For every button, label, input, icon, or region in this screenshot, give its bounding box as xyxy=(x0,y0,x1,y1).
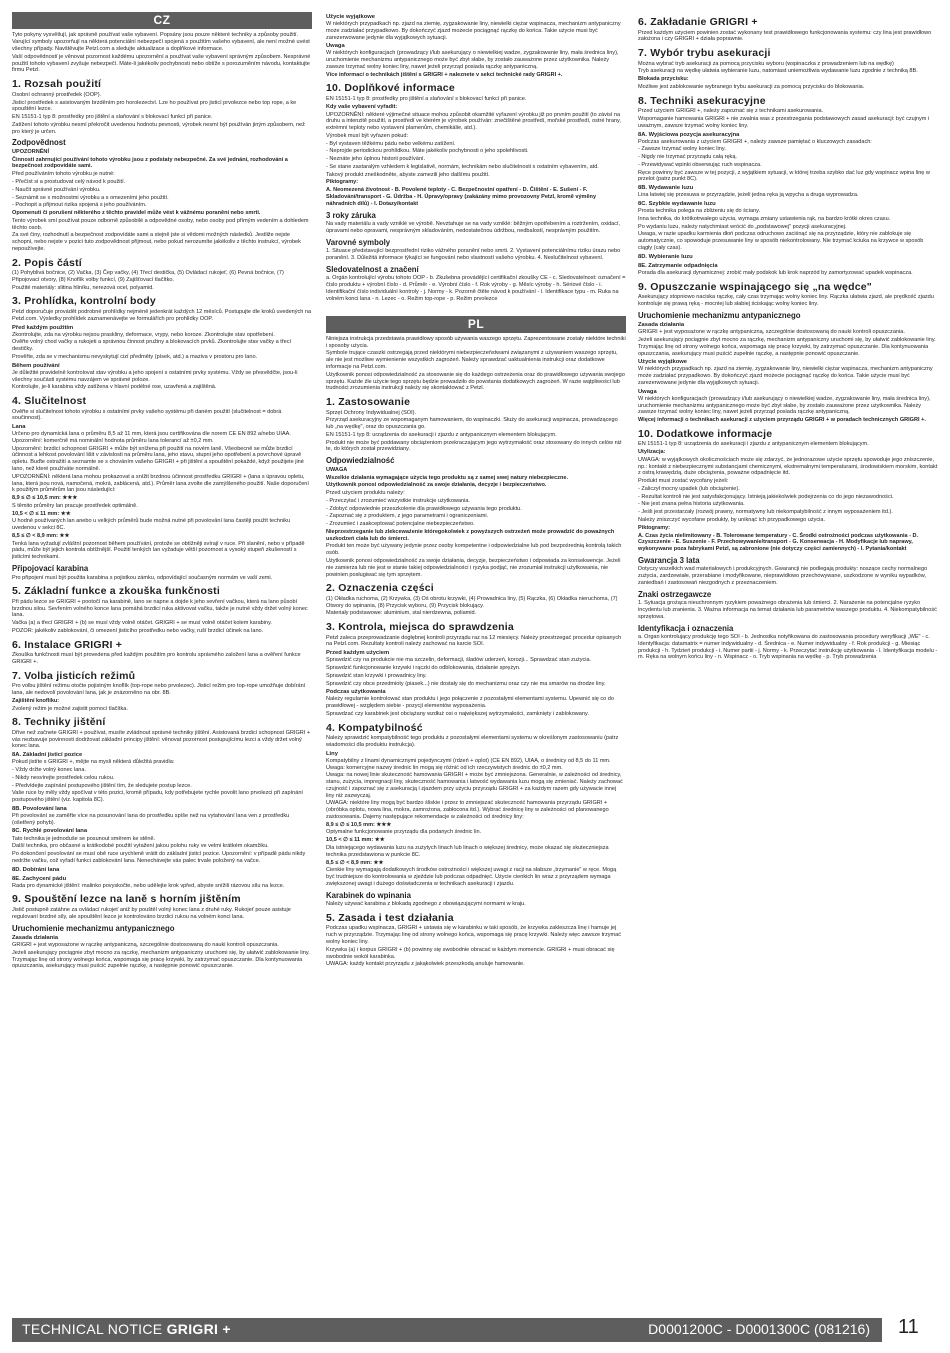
paragraph: W niektórych przypadkach np. zjazd na ziemię, zygzakowanie liny, niewielki ciężar wspinacza, mechanizm antypaniczny może zadziałać przypadkowo. By dokończyć zjazd możecie pociągnąć rączkę do końca. Takie użycie musi być zarezerwowane jedynie dla wyjątkowych sytuacji. xyxy=(638,366,933,386)
paragraph: - Nie jest znana pełna historia użytkowania. xyxy=(638,501,745,508)
paragraph: Dotyczy wszelkich wad materiałowych i produkcyjnych. Gwarancji nie podlegają produkty: noszące cechy normalnego zużycia, zardzewiałe, przerabiane i modyfikowane, nieprawidłowo przechowywane, uszkodzone w wyniku wypadków, zaniedbań i zastosowań niezgodnych z przeznaczeniem. xyxy=(638,566,928,586)
bold-paragraph: Więcej informacji o technikach asekuracji z użyciem przyrządu GRIGRI + w poradach technicznych GRIGRI +. xyxy=(638,417,926,424)
paragraph: Symbole trujące czaszki ostrzegają przed niektórymi niebezpieczeństwami związanymi z używaniem waszego sprzętu, ale nie jest możliwe wymienienie wszystkich zagrożeń. Należy sprawdzać uaktualnienia instrukcji oraz dodatkowe informacje na Petzl.com. xyxy=(326,350,618,371)
minor-heading: Před každým použitím xyxy=(12,324,74,331)
section-heading: 7. Volba jisticích režimů xyxy=(12,669,136,682)
paragraph: Przyrząd asekuracyjny ze wspomaganym hamowaniem, do wspinaczki. Służy do asekuracji wspinacza, prowadzącego lub „na wędkę", oraz do opuszczania go. xyxy=(326,417,618,431)
paragraph: Pro připojení musí být použita karabina s pojistkou zámku, odpovídající současným normám ve vaší zemi. xyxy=(12,574,273,581)
paragraph: Tyto pokyny vysvětlují, jak správně používat vaše vybavení. Popsány jsou pouze některé techniky a způsoby použití. xyxy=(12,31,299,38)
paragraph: Petzl doporučuje provádět podrobné prohlídky nejméně jedenkrát každých 12 měsíců. Postupujte dle kroků uvedených na Petzl.com. Výsledky prohlídek zaznamenávejte ve formulářích pro prohlídky OOP. xyxy=(12,309,312,322)
paragraph: Sprzęt Ochrony Indywidualnej (SOI). xyxy=(326,409,417,416)
paragraph: Produkt nie może być poddawany obciążeniom przekraczającym jego wytrzymałość oraz stosowany do innych celów niż te, do których został przewidziany. xyxy=(326,439,622,453)
paragraph: Materiały podstawowe: aluminium, stal nierdzewna, poliamid. xyxy=(326,610,477,617)
bold-paragraph: Zajištění knoflíku: xyxy=(12,697,60,704)
paragraph: Při povolování se zaměřte více na posunování lana do prostředku spíše než na vytahování lana ven z prostředku (ošetřený pohyb). xyxy=(12,812,290,826)
paragraph: Asekurujący stopniowo naciska rączkę, cały czas trzymając wolny koniec liny. Rączka ułatwia zjazd, ale prędkość zjazdu kontroluje się prawą ręką - mocniej lub słabiej ściskając wolny koniec liny. xyxy=(638,294,934,307)
paragraph: Użytkownik ponosi odpowiedzialność za swoje działania, decyzje, bezpieczeństwo i odpowiada za konsekwencje. Jeżeli nie zamierza lub nie jest w stanie takiej odpowiedzialności i ryzyka podjąć, nie zrozumiał instrukcji użytkowania, nie powinien posługiwać się tym sprzętem. xyxy=(326,557,621,578)
paragraph: Należy używać karabina z blokadą zgodnego z obowiązującymi normami w kraju. xyxy=(326,901,526,908)
section-heading: 10. Doplňkové informace xyxy=(326,82,455,95)
paragraph: W niektórych konfiguracjach (prowadzący i/lub asekurujący o niewielkiej wadze, zygzakowanie liny, mała średnica liny), uruchomienie mechanizmu antypanicznego może być zbyt słabe, by zostało zauważone przez użytkownika. Należy zawsze trzymać wolny koniec liny, nawet jeżeli przyrząd posiada rączkę antypaniczną. xyxy=(326,50,619,70)
paragraph: Tento výrobek smí používat pouze odborně způsobilé a odpovědné osoby, nebo osoby pod přímým vedením a dohledem těchto osob. xyxy=(12,217,309,231)
paragraph: Sprawdzać czy karabinek jest obciążany wzdłuż osi o największej wytrzymałości, zamknięty i zablokowany. xyxy=(326,710,589,717)
bold-paragraph: Kdy vaše vybavení vyřadit: xyxy=(326,103,398,110)
bold-paragraph: Wszelkie działania wymagające użycia tego produktu są z samej swej natury niebezpieczne. xyxy=(326,474,568,481)
paragraph: a. Organ kontrolujący produkcję tego SOI - b. Jednostka notyfikowana do zastosowania procedury weryfikacji „WE" - c. Identyfikacja: datamatrix = numer indywidualny - d. Średnica - e. Numer indywidualny - f. Rok produkcji - g. Miesiąc produkcji - h. Tydzień produkcji - i. Numer partii - j. Normy - k. Przeczytać instrukcję użytkowania - l. Identyfikacja modelu - m. Ręka na wolnym końcu liny - n. Wspinacz - o. Tryb wspinania na wędkę - p. Tryb prowadzenia xyxy=(638,634,938,661)
paragraph: Rada pro dynamické jištění: malinko povyskočte, nebo udělejte krok vpřed, abyste snížili rázovou sílu na lezce. xyxy=(12,882,285,889)
minor-heading: Zasada działania xyxy=(638,322,685,329)
subsection-heading: Identyfikacja i oznaczenia xyxy=(638,623,734,633)
paragraph: EN 15151-1 typ 8: urządzenia do asekuracji i zjazdu z antypanicznym elementem blokującym. xyxy=(326,431,557,438)
paragraph: Ověřte volný chod vačky a rukojeti a správnou činnost pružiny a blokovacích prvků. Zkontrolujte stav vačky a třecí destičky. xyxy=(12,339,292,353)
paragraph: W niektórych przypadkach np. zjazd na ziemię, zygzakowanie liny, niewielki ciężar wspinacza, mechanizm antypaniczny może zadziałać przypadkowo. By dokończyć zjazd możecie pociągnąć rączkę do końca. Takie użycie musi być zarezerwowane jedynie dla wyjątkowych sytuacji. xyxy=(326,21,621,41)
paragraph: Kompatybilny z linami dynamicznymi pojedynczymi (rdzeń + oplot) (CE EN 892), UIAA, o średnicy od 8,5 do 11 mm. Uwaga: komercyjne nazwy średnic lin mogą się różnić od ich rzeczywistych średnic do ±0,2 mm. xyxy=(326,757,611,771)
bold-paragraph: Piktogramy: xyxy=(638,524,671,531)
paragraph: - Zapoznać się z produktem, z jego parametrami i ograniczeniami. xyxy=(326,513,489,520)
subsection-heading: Připojovací karabina xyxy=(12,563,89,573)
section-heading: 6. Zakładanie GRIGRI + xyxy=(638,16,758,28)
paragraph: - Zaliczył mocny upadek (lub obciążenie). xyxy=(638,485,740,492)
minor-heading: Użycie wyjątkowe xyxy=(638,359,687,366)
paragraph: Před používáním tohoto výrobku je nutné: xyxy=(12,171,115,178)
paragraph: Podczas upadku wspinacza, GRIGRI + ustawia się w karabinku w taki sposób, że krzywka zakleszcza linę i hamuje jej ruch w przyrządzie. Trzymając linę od strony wolnego końca, wspomaga się pracę krzywki. Należy więc zawsze trzymać wolny koniec liny. xyxy=(326,925,622,945)
paragraph: Porada dla asekuracji dynamicznej: zrobić mały podskok lub krok naprzód by zamortyzować upadek wspinacza. xyxy=(638,269,913,276)
paragraph: Sprawdzić czy obce przedmioty (piasek...) nie dostały się do mechanizmu oraz czy nie ma smarów na drodze liny. xyxy=(326,680,606,687)
subsection-heading: Uruchomienie mechanizmu antypanicznego xyxy=(12,923,175,933)
paragraph: Po dokončení povolování se musí obě ruce urychleně vrátit do základní jisticí pozice. Upozornění: v případě pádu nikdy nedržte vačku, což vyřadí funkci zablokování lana. Nenechávejte vás palec trvale položený na vačce. xyxy=(12,851,306,864)
paragraph: S těmito průměry lan pracuje prostředek optimálně. xyxy=(12,502,138,509)
paragraph: Ověřte si slučitelnost tohoto výrobku s ostatními prvky vašeho systému při daném použití (slučitelnost = dobrá součinnost). xyxy=(12,408,282,422)
paragraph: EN 15151-1 typ 8: prostředky pro jištění a slaňování s blokovací funkcí při panice. xyxy=(12,114,213,121)
language-header: CZ xyxy=(12,12,312,29)
paragraph: Osobní ochranný prostředek (OOP). xyxy=(12,91,102,98)
paragraph: Inna technika, do krótkotrwałego użycia, wymaga zmiany ustawienia rąk, na bardzo krótki okres czasu. xyxy=(638,215,891,222)
paragraph: POZOR: jakékoliv zablokování, či omezení jisticího prostředku nebo vačky, ruší brzdicí účinek na lano. xyxy=(12,627,264,634)
bold-paragraph: Nieprzestrzeganie lub zlekceważenie któregokolwiek z powyższych ostrzeżeń może prowadzić do poważnych uszkodzeń ciała lub do śmierci. xyxy=(326,528,615,542)
subsection-heading: Zodpovědnost xyxy=(12,138,66,148)
paragraph: U hodně používaných lan anebo u velkých průměrů bude možná nutné při povolování lana častěji použít techniku uvedenou v sekci 8C. xyxy=(12,518,291,532)
bold-paragraph: Blokada przycisku: xyxy=(638,76,689,83)
paragraph: Jistič postupně zatáhne za ovládací rukojeť aniž by pouštěl volný konec lana z druhé ruky. Rukojeť pouze asistuje regulovaní brzdné síly, ale spouštění lezce je kontrolováno brzdicí rukou na volném konci lana. xyxy=(12,907,291,920)
paragraph: Wspomaganie hamowania GRIGRI + nie zwalnia was z przestrzegania podstawowych zasad asekuracji: być czujnym i uważnym, zawsze trzymać wolny koniec liny. xyxy=(638,116,930,129)
section-heading: 7. Wybór trybu asekuracji xyxy=(638,47,771,60)
minor-heading: Zasada działania xyxy=(12,935,59,942)
paragraph: - Rezultat kontroli nie jest satysfakcjonujący. Istnieją jakiekolwiek podejrzenia co do jego niezawodności. xyxy=(638,493,894,500)
paragraph: Po wydaniu luzu, należy natychmiast wrócić do „podstawowej" pozycji asekuracyjnej. xyxy=(638,223,847,230)
minor-heading: 8C. Rychlé povolování lana xyxy=(12,828,88,835)
paragraph: Pokud jistíte s GRIGRI +, mějte na mysli některá důležitá pravidla: xyxy=(12,759,175,766)
paragraph: Je důležité pravidelně kontrolovat stav výrobku a jeho spojení s ostatními prvky systému. Vždy se přesvědčte, jsou-li všechny součásti systému navzájem ve správné poloze. xyxy=(12,369,298,383)
paragraph: Prosta technika polega na zbliżeniu się do ściany. xyxy=(638,208,761,215)
paragraph: Na vady materiálu a vady vzniklé ve výrobě. Nevztahuje se na vady vzniklé: běžným opotřebením a roztržením, oxidací, úpravami nebo opravami, nesprávným skladováním, nedostatečnou údržbou, nedbalostí, nesprávným použitím. xyxy=(326,221,621,234)
paragraph: - Byl vystaven těžkému pádu nebo velkému zatížení. xyxy=(326,140,456,147)
minor-heading: 8A. Základní jisticí pozice xyxy=(12,752,83,759)
paragraph: GRIGRI + jest wyposażone w rączkę antypaniczną, szczególnie dostosowaną do nauki kontroli opuszczania. xyxy=(12,942,279,949)
minor-heading: Przed każdym użyciem xyxy=(326,650,390,657)
bold-paragraph: 8,9 ≤ ∅ ≤ 10,5 mm: ★★★ xyxy=(326,821,392,828)
section-heading: 5. Zasada i test działania xyxy=(326,911,454,924)
paragraph: Další technika, pro občasné a krátkodobé použití vytažení jakou polohu ruky ve velmi krátkém okamžiku. xyxy=(12,843,269,850)
bold-paragraph: 10,5 < ∅ ≤ 11 mm: ★★ xyxy=(326,837,385,844)
paragraph: Podczas asekurowania z użyciem GRIGRI +, należy zawsze pamiętać o kluczowych zasadach: xyxy=(638,138,872,145)
paragraph: Lina łatwiej się przesuwa w przyrządzie, jeżeli jedna ręka ją wpycha a druga wyprowadza. xyxy=(638,192,859,199)
column-czech xyxy=(12,12,312,1304)
bold-paragraph: UWAGA xyxy=(326,466,348,473)
paragraph: UWAGA: w wyjątkowych okolicznościach może się zdarzyć, że jednorazowe użycie sprzętu spowoduje jego zniszczenie, np.: kontakt z niebezpiecznymi substancjami chemicznymi, ekstremalnymi temperaturami, środowiskiem morskim, kontakt z ostrą krawędzią, duże obciążenia, poważne odpadnięcie itd. xyxy=(638,456,938,477)
footer-bar xyxy=(12,1318,882,1342)
paragraph: - Neprojde periodickou prohlídkou. Máte jakékoliv pochybnosti o jeho spolehlivosti. xyxy=(326,148,529,155)
paragraph: Za své činy, rozhodnutí a bezpečnost zodpovídáte sami a stejně jste si vědomi možných následků. Jestliže nejste schopni, nebo nejste v pozici tuto zodpovědnost přijmout, nebo pokud nerozumíte jakékoliv z těchto instrukcí, výrobek nepoužívejte. xyxy=(12,232,301,252)
paragraph: 1. Sytuacja grożąca nieuchronnym ryzykiem poważnego obrażenia lub śmierci. 2. Narażenie na potencjalne ryzyko incydentu lub zranienia. 3. Ważna informacja na temat działania lub parametrów waszego produktu. 4. Niekompatybilność sprzętowa. xyxy=(638,600,937,620)
subsection-heading: Znaki ostrzegawcze xyxy=(638,589,712,599)
paragraph: Takový produkt zneškodněte, abyste zamezili jeho dalšímu použití. xyxy=(326,171,490,178)
paragraph: UWAGA: każdy kontakt przyrządu z jakąkolwiek przeszkodą anuluje hamowanie. xyxy=(326,961,525,968)
paragraph: GRIGRI + jest wyposażone w rączkę antypaniczną, szczególnie dostosowaną do nauki kontroli opuszczania. xyxy=(638,329,905,336)
page-number: 11 xyxy=(898,1316,919,1338)
subsection-heading: Sledovatelnost a značení xyxy=(326,264,419,274)
section-heading: 1. Rozsah použití xyxy=(12,78,102,91)
paragraph: Prověřte, zda se v mechanismu nevyskytují cizí předměty (písek, atd.) a maziva v prostoru pro lano. xyxy=(12,353,258,360)
paragraph: Należy sprawdzić kompatybilność tego produktu z pozostałymi elementami systemu w określonym zastosowaniu (patrz wiadomości dla produktu instrukcja). xyxy=(326,735,619,748)
paragraph: Optymalne funkcjonowanie przyrządu dla podanych średnic lin. xyxy=(326,829,482,836)
paragraph: - Naučit správné používání výrobku. xyxy=(12,186,101,193)
paragraph: - Neznáte jeho úplnou historii používání. xyxy=(326,156,425,163)
minor-heading: 8E. Zachycení pádu xyxy=(12,875,67,882)
section-heading: 9. Opuszczanie wspinającego się „na wędce" xyxy=(638,280,872,293)
paragraph: Určeno pro dynamická lana o průměru 8,5 až 11 mm, která jsou certifikována dle norem CE EN 892 a/nebo UIAA. Upozornění: komerčně má nominální hodnota průměru lana tolerancí až ±0,2 mm. xyxy=(12,431,291,444)
paragraph: Vaší odpovědností je věnovat pozornost každému upozornění a používat vaše vybavení správným způsobem. Nesprávné použití tohoto vybavení zvyšuje nebezpečí. Máte-li jakékoliv pochybnosti nebo obtíže s porozuměním návodu, kontaktujte firmu Petzl. xyxy=(12,53,311,74)
paragraph: - Zrozumieć i zaakceptować potencjalne niebezpieczeństwo. xyxy=(326,521,475,528)
paragraph: Upozornění: brzdicí schopnost GRIGRI + může být snížena při použití na novém laně. Všeobecně se může brzdicí účinnost a lehkost povolování lišit v závislosti na průměru lana, jeho stavu, stupni jeho opotřebení a povrchové úpravě opletu. Buďte ostražití a seznamte se s chováním vašeho GRIGRI + při jištění a spouštění pokaždé, když použijete jiné lano, než které používáte normálně. xyxy=(12,445,304,473)
paragraph: Sprawdzić czy na produkcie nie ma szczelin, deformacji, śladów uderzeń, korozji... Sprawdzać stan zużycia. xyxy=(326,657,592,664)
subsection-heading: Varovné symboly xyxy=(326,237,391,247)
minor-heading: Podczas użytkowania xyxy=(326,689,386,696)
paragraph: Výrobek musí být vyřazen pokud: xyxy=(326,132,409,139)
language-header: PL xyxy=(326,316,626,333)
paragraph: - Nikdy nesvírejte prostředek celou rukou. xyxy=(12,774,115,781)
bold-paragraph: Činnosti zahrnující používání tohoto výrobku jsou z podstaty nebezpečné. Za své jednání, rozhodování a bezpečnost zodpovídáte sami. xyxy=(12,156,288,170)
bold-paragraph: A. Neomezená životnost - B. Povolené teploty - C. Bezpečnostní opatření - D. Čištění - E. Sušení - F. Skladování/transport - G. Údržba - H. Úpravy/opravy (zakázány mimo provozovny Petzl, kromě výměny náhradních dílů) - I. Dotazy/kontakt xyxy=(326,187,597,207)
paragraph: Tenká lana vyžadují zvláštní pozornost během používání, protože se obtížněji svírají v ruce. Při slanění, nebo v případě pádu, může být jejich kontrola obtížnější. Použití tenkých lan vyžaduje větší pozornost a vysoký stupeň zkušeností s jisticími technikami. xyxy=(12,540,305,561)
paragraph: Przed użyciem produktu należy: xyxy=(326,490,405,497)
paragraph: Petzl zaleca przeprowadzanie dogłębnej kontroli przyrządu raz na 12 miesięcy. Należy przestrzegać procedur opisanych na Petzl.com. Rezultaty kontroli należy zachować na karcie SOI. xyxy=(326,634,622,648)
paragraph: Należy regularnie kontrolować stan produktu i jego połączenie z pozostałymi elementami systemu. Upewnić się co do prawidłowej - względem siebie - pozycji elementów wyposażenia. xyxy=(326,696,614,710)
paragraph: Cienkie liny wymagają dodatkowych środków ostrożności i większej uwagi z racji na słabsze „trzymanie" w ręce. Mogą być trudniejsze do kontrolowania w zjeździe lub podczas odpadnięć. Użycie cienkich lin wraz z przyrządem wymaga zwiększonej uwagi i dużego doświadczenia w technikach asekuracji i zjazdu. xyxy=(326,867,617,887)
minor-heading: 8B. Povolování lana xyxy=(12,805,67,812)
paragraph: 1. Situace představující bezprostřední riziko vážného poranění nebo smrti. 2. Vystavení potenciálnímu riziku úrazu nebo poranění. 3. Důležitá informace týkající se fungování nebo vlastností vašeho výrobku. 4. Neslučitelnost vybavení. xyxy=(326,248,621,261)
paragraph: Produkt ten może być używany jedynie przez osoby kompetentne i odpowiedzialne lub pod bezpośrednią kontrolą takich osób. xyxy=(326,543,622,557)
paragraph: UPOZORNĚNÍ: některé výjimečné situace mohou způsobit okamžité vyřazení výrobku již po prvním použití (to závisí na druhu a intenzitě použití, a prostředí ve kterém je výrobek používán: znečištěné prostředí, mořské prostředí, ostré hrany, extrémní teploty nebo vystavení plamenům, chemikálie, atd.). xyxy=(326,111,621,132)
paragraph: Produkt musi zostać wycofany jeżeli: xyxy=(638,478,729,485)
paragraph: Tryb asekuracji na wędkę ułatwia wybieranie luzu, natomiast uniemożliwia wydawanie luzu zgodnie z techniką 8B. xyxy=(638,68,918,75)
column-polish xyxy=(638,12,938,1304)
paragraph: Jisticí prostředek s asistovaným brzděním pro horolezectví. Lze ho používat pro jisticí prvolezce nebo top rope, a ke spouštění lezce. xyxy=(12,99,297,113)
bold-paragraph: A. Czas życia nielimitowany - B. Tolerowane temperatury - C. Środki ostrożności podczas użytkowania - D. Czyszczenie - E. Suszenie - F. Przechowywanie/transport - G. Konserwacja - H. Modyfikacje lub naprawy, wykonywane poza fabrykami Petzl, są zabronione (nie dotyczy części zamiennych) - I. Pytania/kontakt xyxy=(638,532,919,553)
section-heading: 1. Zastosowanie xyxy=(326,396,411,409)
minor-heading: Uwaga xyxy=(326,43,345,50)
paragraph: (1) Okładka ruchoma, (2) Krzywka, (3) Oś obrotu krzywki, (4) Prowadnica liny, (5) Rączka, (6) Okładka nieruchoma, (7) Otwory do wpinania, (8) Przycisk wyboru, (9) Przycisk blokujący. xyxy=(326,595,618,609)
section-heading: 5. Základní funkce a zkouška funkčnosti xyxy=(12,585,220,598)
minor-heading: 8D. Dobírání lana xyxy=(12,866,60,873)
minor-heading: Užycie wyjątkowe xyxy=(326,14,375,20)
subsection-heading: Odpowiedzialność xyxy=(326,456,395,466)
paragraph: Uwaga: na nowej linie skuteczność hamowania GRIGRI + może być zmniejszona. Generalnie, w zależności od średnicy, stanu, zużycia, impregnacji liny, skuteczność hamowania i łatwość wydawania luzu mogą się zmieniać. Należy zachować czujność i zapoznać się z asekuracją i zjazdem przy użyciu przyrządu GRIGRI + za każdym razem gdy używacie innej liny niż zazwyczaj. xyxy=(326,772,623,799)
paragraph: - Jeśli jest przestarzały (rozwój prawny, normatywny lub niekompatybilność z innym wyposażeniem itd.). xyxy=(638,509,893,516)
paragraph: Możliwe jest zablokowanie wybranego trybu asekuracji za pomocą przycisku do blokowania. xyxy=(638,83,865,90)
bold-paragraph: 8,9 ≤ ∅ ≤ 10,5 mm: ★★★ xyxy=(12,495,78,502)
paragraph: W niektórych konfiguracjach (prowadzący i/lub asekurujący o niewielkiej wadze, zygzakowanie liny, mała średnica liny), uruchomienie mechanizmu antypanicznego może być zbyt słabe, by zostało zauważone przez użytkownika. Należy zawsze trzymać wolny koniec liny, nawet jeżeli przyrząd posiada rączkę antypaniczną. xyxy=(638,395,931,416)
paragraph: Použité materiály: slitina hliníku, nerezová ocel, polyamid. xyxy=(12,284,154,291)
subsection-heading: Uruchomienie mechanizmu antypanicznego xyxy=(638,310,801,320)
minor-heading: Uwaga xyxy=(638,388,657,395)
column-czech-polish xyxy=(326,12,626,1304)
subsection-heading: Karabinek do wpinania xyxy=(326,890,411,900)
paragraph: Tato technika je jednoduše se posunout směrem ke stěně. xyxy=(12,835,156,842)
paragraph: - Pochopit a přijmout rizika spojená s jeho používáním. xyxy=(12,202,147,209)
paragraph: - Zawsze trzymać wolny koniec liny. xyxy=(638,146,726,153)
bold-paragraph: Opomenutí či porušení některého z těchto pravidel může vést k vážnému poranění nebo smrti. xyxy=(12,210,261,217)
paragraph: Jeżeli asekurujący pociągnie zbyt mocno za rączkę, mechanizm antypaniczny uruchomi się, by ułatwić zablokowanie liny. Trzymając linę od strony wolnego końca, wspomaga się pracę krzywki, by zatrzymać opuszczanie. Dla kontynuowania opuszczania, asekurujący musi puścić zupełnie rączkę, a następnie ponowić opuszczanie. xyxy=(12,949,310,970)
bold-paragraph: 8,5 ≤ ∅ < 8,9 mm: ★★ xyxy=(12,532,70,539)
paragraph: Można wybrać tryb asekuracji za pomocą przycisku wyboru (wspinaczka z prowadzeniem lub na wędkę) xyxy=(638,60,894,67)
paragraph: - Przeczytać i zrozumieć wszystkie instrukcje użytkowania. xyxy=(326,497,470,504)
section-heading: 4. Slučitelnost xyxy=(12,395,87,408)
paragraph: - Předvídejte zapínání postupového jištění tím, že sledujete postup lezce. xyxy=(12,782,192,789)
minor-heading: 8B. Wydawanie luzu xyxy=(638,185,694,192)
paragraph: - Se stane zastaralým vzhledem k legislativě, normám, technikám nebo slučitelnosti s ostatním vybavením, atd. xyxy=(326,163,599,170)
subsection-heading: Gwarancja 3 lata xyxy=(638,555,700,565)
section-heading: 8. Techniki asekuracyjne xyxy=(638,94,766,107)
footer-title-prefix: TECHNICAL NOTICE xyxy=(22,1321,167,1337)
bold-paragraph: UPOZORNĚNÍ xyxy=(12,148,49,155)
paragraph: Niniejsza instrukcja przedstawia prawidłowy sposób używania waszego sprzętu. Zaprezentowane zostały niektóre techniki i sposoby użycia. xyxy=(326,335,626,349)
paragraph: Ręce powinny być zawsze w tej pozycji, z wyjątkiem sytuacji, w której trzeba szybko dać luz gdy wspinacz wpina linę w przelot (patrz punkt 8C). xyxy=(638,169,930,183)
paragraph: a. Orgán kontrolující výrobu tohoto OOP - b. Zkušebna provádějící certifikační zkoušky CE - c. Sledovatelnost: označení = číslo produktu + výrobní číslo - d. Průměr - e. Výrobní číslo - f. Rok výroby - g. Měsíc výroby - h. Sériové číslo - i. Identifikační číslo individuální kontroly - j. Normy - k. Pozorně čtěte návod k používání - l. Identifikace typu - m. Ruka na volném konci lana - n. Lezec - o. Režim top-rope - p. Režim prvolezce xyxy=(326,275,626,302)
paragraph: Użytkownik ponosi odpowiedzialność za stosowanie się do każdego ostrzeżenia oraz do prawidłowego używania swojego sprzętu. Każde źle użycie tego sprzętu będzie prowadziło do powstania dodatkowych zagrożeń. W razie wątpliwości lub trudności zrozumienia instrukcji należy się skontaktować z Petzl. xyxy=(326,371,625,392)
section-heading: 8. Techniky jištění xyxy=(12,716,106,729)
section-heading: 10. Dodatkowe informacje xyxy=(638,427,773,440)
paragraph: - Nigdy nie trzymać przyrządu całą ręką. xyxy=(638,154,737,161)
minor-heading: 8C. Szybkie wydawanie luzu xyxy=(638,201,716,208)
paragraph: Vačka (a) a třecí GRIGRI + (b) se musí vždy volně otáčet. GRIGRI + se musí volně otáčet kolem karabiny. xyxy=(12,620,272,627)
paragraph: Zkouška funkčnosti musí být provedena před každým použitím pro kontrolu správného založení lana a ověření funkce GRIGRI +. xyxy=(12,652,301,665)
paragraph: - Přečíst si a prostudovat celý návod k použití. xyxy=(12,178,126,185)
paragraph: UWAGA: niektóre liny mogą być bardzo śliskie i przez to zmniejszać skuteczność hamowania przyrządu GRIGRI + (obróbka oplotu, nowa lina, mokra, zamrożona, zabłocona itd.). Wybrać średnicę liny w zależności od planowanego zastosowania. Dajemy następujące rekomendacje w zależności od średnicy liny: xyxy=(326,800,609,820)
bold-paragraph: Piktogramy: xyxy=(326,179,359,186)
section-heading: 9. Spouštění lezce na laně s horním jištěním xyxy=(12,893,241,906)
paragraph: Dříve než začnete GRIGRI + používat, musíte zvládnout správné techniky jištění. Asistovaná brzdicí schopnost GRIGRI + vás nezbavuje povinnosti dodržovat základní principy jištění: věnovat pozornost postupujícímu lezci a vždy držet volný konec lana. xyxy=(12,729,311,750)
bold-paragraph: 8,5 ≤ ∅ < 8,9 mm: ★★ xyxy=(326,859,384,866)
paragraph: UPOZORNĚNÍ: některá lana mohou prokazovat a snížit brzdnou účinnost prostředku GRIGRI + (lana s úpravou opletu, lana, která jsou nová, namočená, mokrá, zablácená, atd.). Průměr lana zvolte dle zamýšleného použití. Naše doporučení k použitým průměrům lan jsou následující: xyxy=(12,473,309,494)
minor-heading: 8D. Wybieranie luzu xyxy=(638,253,693,260)
section-heading: 2. Popis částí xyxy=(12,256,82,269)
paragraph: - Vždy držte volný konec lana. xyxy=(12,767,86,774)
paragraph: Vaše ruce by měly vždy spočívat v této pozici, kromě případu, kdy potřebujete rychle povolit lano prvolezci při zapínání postupového jištění (viz. kapitola 8C). xyxy=(12,790,303,804)
paragraph: - Seznámit se s možnostmi výrobku a s omezeními jeho použití. xyxy=(12,194,169,201)
paragraph: Dla istniejącego wydawania luzu na zużytych linach lub linach o większej średnicy, może okazać się skuteczniejsza technika przedstawiona w punkcie 8C. xyxy=(326,845,609,858)
footer-reference: D0001200C - D0001300C (081216) xyxy=(648,1321,870,1337)
section-heading: 3. Prohlídka, kontrolní body xyxy=(12,295,156,308)
minor-heading: 8E. Zatrzymanie odpadnięcia xyxy=(638,262,718,269)
paragraph: Kontrolujte, je-li karabina vždy zatížena v hlavní podélné ose, uzavřená a zajištěná. xyxy=(12,384,217,391)
paragraph: - Zdobyć odpowiednie przeszkolenie dla prawidłowego używania tego produktu. xyxy=(326,505,522,512)
paragraph: Należy zniszczyć wycofane produkty, by uniknąć ich przypadkowego użycia. xyxy=(638,517,826,524)
section-heading: 4. Kompatybilność xyxy=(326,721,423,734)
paragraph: EN 15151-1 typ 8: urządzenia do asekuracji i zjazdu z antypanicznym elementem blokującym. xyxy=(638,441,869,448)
paragraph: Zkontrolujte, zda na výrobku nejsou praskliny, deformace, vrypy, nebo koroze. Zkontrolujte stav opotřebení. xyxy=(12,331,275,338)
bold-paragraph: Utylizacja: xyxy=(638,449,666,456)
paragraph: Uwaga, w razie upadku karmienia dłoń podczas odruchowo zaciśnąć się na przyrządzie, który nie zablokuje się automatycznie, co spowoduje przesuwanie liny w sposób niekontrolowany. Nie trzymać kciuka na krzywce w sposób ciągły (cały czas). xyxy=(638,231,924,251)
footer-title xyxy=(22,1321,231,1337)
paragraph: Sprawdzić stan krzywki i prowadnicy liny. xyxy=(326,672,427,679)
minor-heading: Během používání xyxy=(12,362,60,369)
section-heading: 6. Instalace GRIGRI + xyxy=(12,638,123,651)
section-heading: 2. Oznaczenia części xyxy=(326,582,434,595)
paragraph: Pro volbu jištění režimu otočte pojistným knoflík (top-rope nebo prvolezec). Jisticí režim pro top-rope umožňuje dobírání lana, ale nedovolí povolování lana, jak je znázorněno na obr. 8B. xyxy=(12,683,306,697)
section-heading: 3. Kontrola, miejsca do sprawdzenia xyxy=(326,621,514,634)
paragraph: EN 15151-1 typ 8: prostředky pro jištění a slaňování s blokovací funkcí při panice. xyxy=(326,96,527,103)
paragraph: Varující symboly upozorňují na některá potenciální nebezpečí spojená s použitím vašeho vybavení, ale není možné uvést všechny případy. Navštěvujte Petzl.com a sledujte aktualizace a doplňkové informace. xyxy=(12,39,310,53)
paragraph: - Przewidywać wpinki obserwując ruch wspinacza. xyxy=(638,161,762,168)
paragraph: Jeżeli asekurujący pociągnie zbyt mocno za rączkę, mechanizm antypaniczny uruchomi się, by ułatwić zablokowanie liny. Trzymając linę od strony wolnego końca, wspomaga się pracę krzywki, by zatrzymać opuszczanie. Dla kontynuowania opuszczania, asekurujący musi puścić zupełnie rączkę, a następnie ponowić opuszczanie. xyxy=(638,337,936,357)
paragraph: Przed każdym użyciem powinien zostać wykonany test prawidłowego funkcjonowania systemu: czy lina jest prawidłowo założona i czy GRIGRI + działa poprawnie. xyxy=(638,29,932,43)
paragraph: Zatížení tohoto výrobku nesmí překročit uvedenou hodnotu pevnosti, výrobek nesmí být používán jiným způsobem, než pro který je určen. xyxy=(12,121,305,135)
paragraph: (1) Pohyblivá bočnice, (2) Vačka, (3) Čep vačky, (4) Třecí destička, (5) Ovládací rukojeť, (6) Pevná bočnice, (7) Připojovací otvory, (8) Knoflík volby funkcí, (9) Zajišťovací tlačítko. xyxy=(12,270,284,283)
minor-heading: Liny xyxy=(326,750,338,757)
paragraph: Zvolený režim je možné zajistit pomocí tlačítka. xyxy=(12,705,128,712)
bold-paragraph: Użytkownik ponosi odpowiedzialność za swoje działania, decyzje i bezpieczeństwo. xyxy=(326,482,547,489)
subsection-heading: 3 roky záruka xyxy=(326,210,376,220)
paragraph: Sprawdzić funkcjonowanie krzywki i rączki do odblokowania, działanie sprężyn. xyxy=(326,665,521,672)
minor-heading: Lana xyxy=(12,424,26,431)
paragraph: Krzywka (a) i korpus GRIGRI + (b) powinny się swobodnie obracać w każdym momencie. GRIGRI + musi obracać się swobodnie wokół karabinka. xyxy=(326,946,615,960)
footer-product-name: GRIGRI + xyxy=(166,1321,231,1337)
bold-paragraph: Více informací o technikách jištění s GRIGRI + naleznete v sekci technické rady GRIGRI +. xyxy=(326,71,563,78)
paragraph: Przed użyciem GRIGRI +, należy zapoznać się z technikami asekurowania. xyxy=(638,108,824,115)
bold-paragraph: 10,5 < ∅ ≤ 11 mm: ★★ xyxy=(12,510,71,517)
minor-heading: 8A. Wyjściowa pozycja asekuracyjna xyxy=(638,131,740,138)
paragraph: Při pádu lezce se GRIGRI + pootočí na karabině, lano se napne a dojde k jeho sevření vačkou, která na lano působí brzdnou silou. Sevřením volného konce lana pomáhá brzdicí ruka aktivovat vačku, takže je nutné vždy držet volný konec lana. xyxy=(12,598,308,619)
